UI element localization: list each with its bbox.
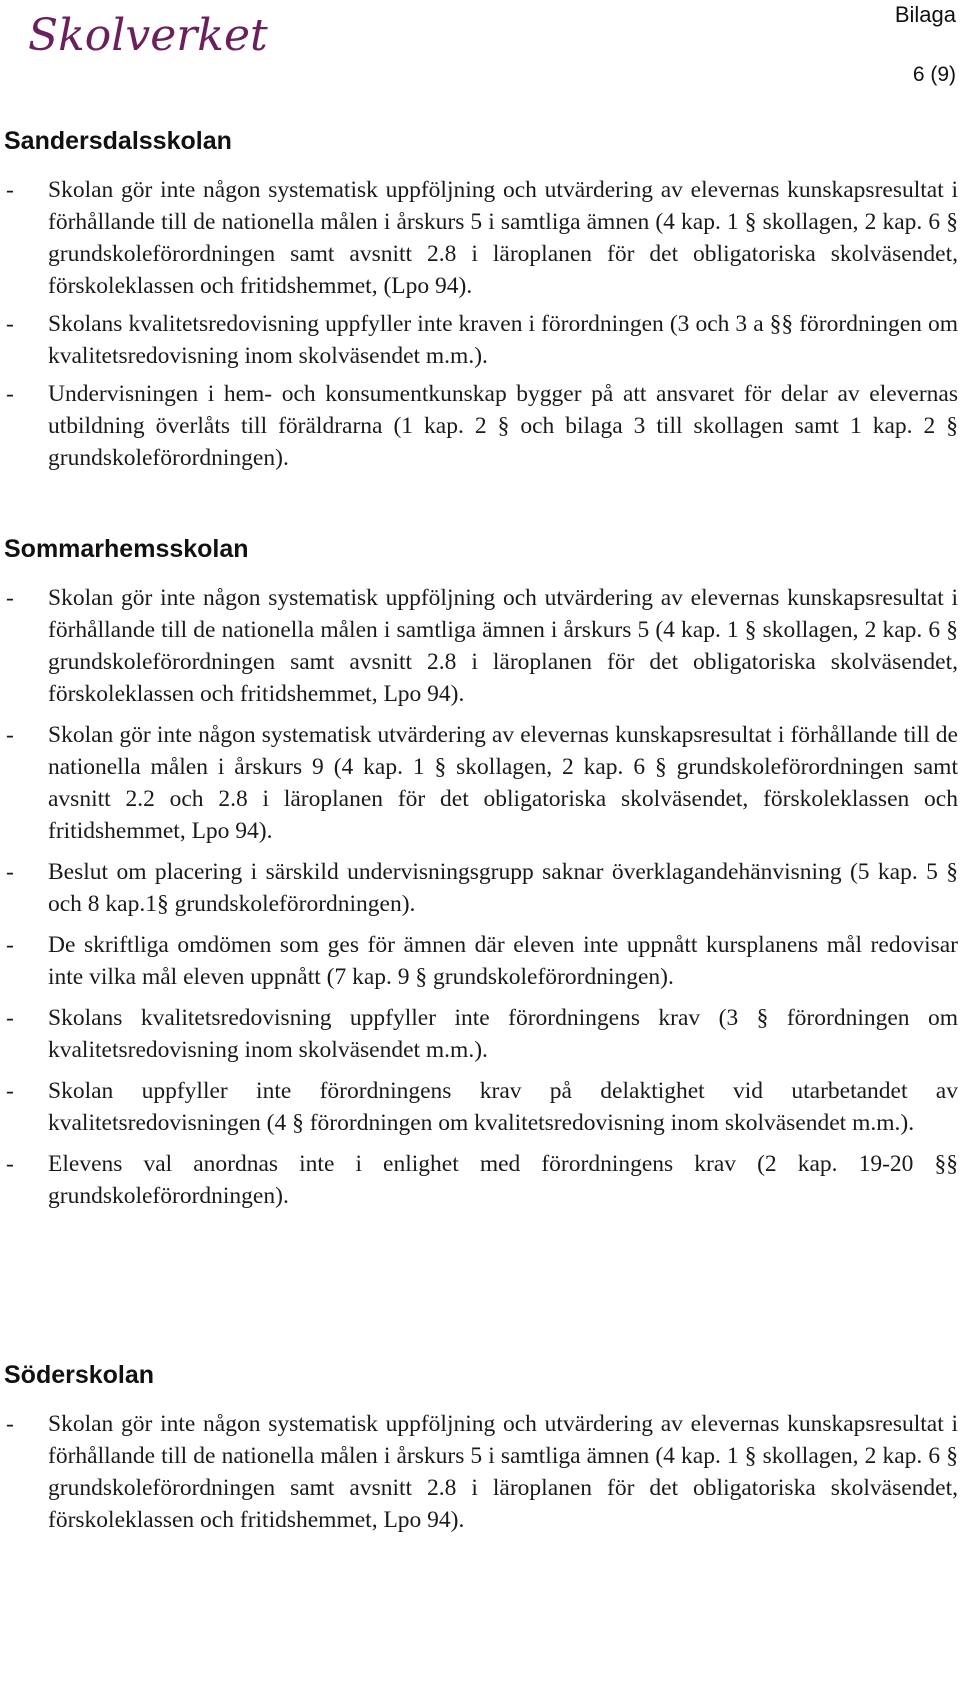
bullet-dash: - [6,177,14,203]
finding-text: Undervisningen i hem- och konsumentkunskap bygger på att ansvaret för delar av elevernas utbildning överlåts till föräldrarna (1 kap. 2 § och bilaga 3 till skollagen samt 1 kap. 2 § grundskoleförordningen). [48,381,958,471]
finding-text: Skolan uppfyller inte förordningens krav på delaktighet vid utarbetandet av kvalitetsredovisningen (4 § förordningen om kvalitetsredovisning inom skolväsendet m.m.). [48,1078,958,1136]
finding-item [4,1148,958,1212]
bullet-dash: - [6,859,14,885]
skolverket-logo: Skolverket [28,10,268,61]
finding-item [4,856,958,920]
finding-item [4,582,958,710]
bilaga-label: Bilaga [894,2,956,27]
finding-item [4,378,958,474]
section-heading-soderskolan: Söderskolan [4,1361,155,1389]
bullet-dash: - [6,311,14,337]
findings-list-sommarhemsskolan [4,582,958,1212]
bullet-dash: - [6,381,14,407]
finding-text: De skriftliga omdömen som ges för ämnen där eleven inte uppnått kursplanens mål redovisar inte vilka mål eleven uppnått (7 kap. 9 § grundskoleförordningen). [48,932,958,990]
bullet-dash: - [6,932,14,958]
finding-item [4,929,958,993]
bullet-dash: - [6,585,14,611]
finding-text: Skolan gör inte någon systematisk uppföljning och utvärdering av elevernas kunskapsresultat i förhållande till de nationella målen i samtliga ämnen i årskurs 5 (4 kap. 1 § skollagen, 2 kap. 6 § grundskoleförordningen samt avsnitt 2.8 i läroplanen för det obligatoriska skolväsendet, förskoleklassen och fritidshemmet, Lpo 94). [48,585,958,707]
findings-list-sandersdalsskolan [4,174,958,474]
finding-text: Skolans kvalitetsredovisning uppfyller inte kraven i förordningen (3 och 3 a §§ förordningen om kvalitetsredovisning inom skolväsendet m.m.). [48,311,958,369]
section-heading-sandersdalsskolan: Sandersdalsskolan [4,127,232,155]
section-heading-sommarhemsskolan: Sommarhemsskolan [4,535,249,563]
finding-item [4,1075,958,1139]
bullet-dash: - [6,1411,14,1437]
finding-item [4,719,958,847]
bullet-dash: - [6,722,14,748]
bullet-dash: - [6,1151,14,1177]
finding-text: Skolan gör inte någon systematisk utvärdering av elevernas kunskapsresultat i förhållande till de nationella målen i årskurs 9 (4 kap. 1 § skollagen, 2 kap. 6 § grundskoleförordningen samt avsnitt 2.2 och 2.8 i läroplanen för det obligatoriska skolväsendet, förskoleklassen och fritidshemmet, Lpo 94). [48,722,958,844]
finding-item [4,174,958,302]
finding-text: Skolans kvalitetsredovisning uppfyller inte förordningens krav (3 § förordningen om kvalitetsredovisning inom skolväsendet m.m.). [48,1005,958,1063]
finding-item [4,1002,958,1066]
bullet-dash: - [6,1078,14,1104]
finding-item [4,308,958,372]
finding-text: Elevens val anordnas inte i enlighet med förordningens krav (2 kap. 19-20 §§ grundskoleförordningen). [48,1151,958,1209]
finding-text: Beslut om placering i särskild undervisningsgrupp saknar överklagandehänvisning (5 kap. 5 § och 8 kap.1§ grundskoleförordningen). [48,859,958,917]
finding-text: Skolan gör inte någon systematisk uppföljning och utvärdering av elevernas kunskapsresultat i förhållande till de nationella målen i årskurs 5 i samtliga ämnen (4 kap. 1 § skollagen, 2 kap. 6 § grundskoleförordningen samt avsnitt 2.8 i läroplanen för det obligatoriska skolväsendet, förskoleklassen och fritidshemmet, (Lpo 94). [48,177,958,299]
findings-list-soderskolan [4,1408,958,1536]
finding-item [4,1408,958,1536]
bullet-dash: - [6,1005,14,1031]
finding-text: Skolan gör inte någon systematisk uppföljning och utvärdering av elevernas kunskapsresultat i förhållande till de nationella målen i årskurs 5 i samtliga ämnen (4 kap. 1 § skollagen, 2 kap. 6 § grundskoleförordningen samt avsnitt 2.8 i läroplanen för det obligatoriska skolväsendet, förskoleklassen och fritidshemmet, Lpo 94). [48,1411,958,1533]
page-number: 6 (9) [912,63,956,86]
